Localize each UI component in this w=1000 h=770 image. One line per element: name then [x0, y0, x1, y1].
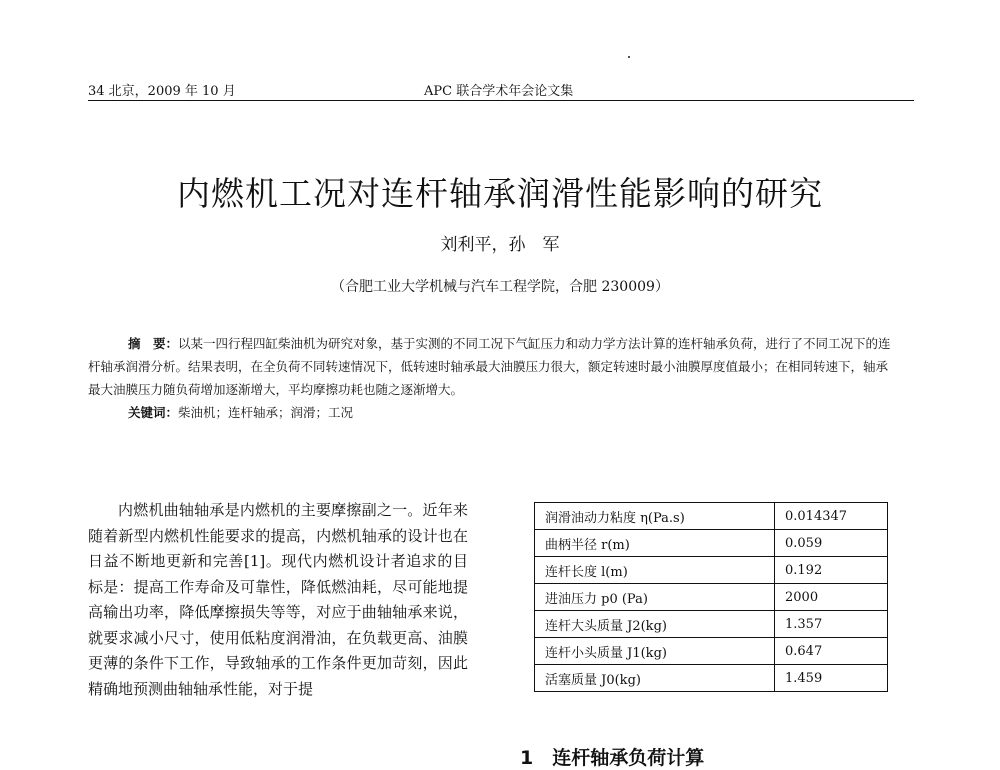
abstract-block	[88, 332, 900, 424]
parameter-value-cell: 1.357	[775, 611, 888, 638]
abstract-text: 以某一四行程四缸柴油机为研究对象，基于实测的不同工况下气缸压力和动力学方法计算的连杆轴承负荷，进行了不同工况下的连杆轴承润滑分析。结果表明，在全负荷不同转速情况下，低转速时轴承最大油膜压力很大，额定转速时最小油膜厚度值最小；在相同转速下，轴承最大油膜压力随负荷增加逐渐增大，平均摩擦功耗也随之逐渐增大。	[88, 336, 891, 397]
author-affiliation: （合肥工业大学机械与汽车工程学院，合肥 230009）	[331, 279, 669, 295]
table-row	[535, 530, 888, 557]
paper-authors: 刘利平，孙 军	[440, 235, 560, 255]
scan-speck	[628, 56, 630, 58]
keywords-label: 关键词：	[128, 405, 179, 420]
parameter-value-cell: 0.059	[775, 530, 888, 557]
parameter-name-cell: 进油压力 p0 (Pa)	[535, 584, 775, 611]
parameter-name-cell: 润滑油动力粘度 η(Pa.s)	[535, 503, 775, 530]
parameter-name-cell: 连杆长度 l(m)	[535, 557, 775, 584]
parameter-value-cell: 1.459	[775, 665, 888, 692]
table-row	[535, 665, 888, 692]
body-paragraph: 内燃机曲轴轴承是内燃机的主要摩擦副之一。近年来随着新型内燃机性能要求的提高，内燃机轴承的设计也在日益不断地更新和完善[1]。现代内燃机设计者追求的目标是：提高工作寿命及可靠性，降低燃油耗，尽可能地提高输出功率，降低摩擦损失等等，对应于曲轴轴承来说，就要求减小尺寸，使用低粘度润滑油，在负载更高、油膜更薄的条件下工作，导致轴承的工作条件更加苛刻，因此精确地预测曲轴轴承性能，对于提	[88, 501, 468, 698]
parameter-name-cell: 连杆大头质量 J2(kg)	[535, 611, 775, 638]
table-row	[535, 557, 888, 584]
keywords-line	[88, 401, 900, 424]
table-row	[535, 503, 888, 530]
parameter-value-cell: 0.014347	[775, 503, 888, 530]
table-row	[535, 584, 888, 611]
parameter-name-cell: 曲柄半径 r(m)	[535, 530, 775, 557]
parameter-table	[534, 502, 888, 692]
keywords-text: 柴油机；连杆轴承；润滑；工况	[178, 405, 354, 420]
header-proceedings-title: APC 联合学术年会论文集	[424, 84, 574, 99]
parameter-name-cell: 活塞质量 J0(kg)	[535, 665, 775, 692]
table-row	[535, 638, 888, 665]
abstract-label: 摘 要：	[128, 336, 179, 351]
body-left-column	[88, 498, 468, 702]
running-header	[88, 80, 914, 101]
section-heading: 1 连杆轴承负荷计算	[520, 747, 705, 769]
parameter-value-cell: 2000	[775, 584, 888, 611]
parameter-value-cell: 0.647	[775, 638, 888, 665]
paper-title: 内燃机工况对连杆轴承润滑性能影响的研究	[177, 174, 823, 213]
abstract-paragraph	[88, 332, 900, 401]
parameter-name-cell: 连杆小头质量 J1(kg)	[535, 638, 775, 665]
table-row	[535, 611, 888, 638]
parameter-value-cell: 0.192	[775, 557, 888, 584]
header-page-date: 34 北京，2009 年 10 月	[88, 84, 236, 99]
